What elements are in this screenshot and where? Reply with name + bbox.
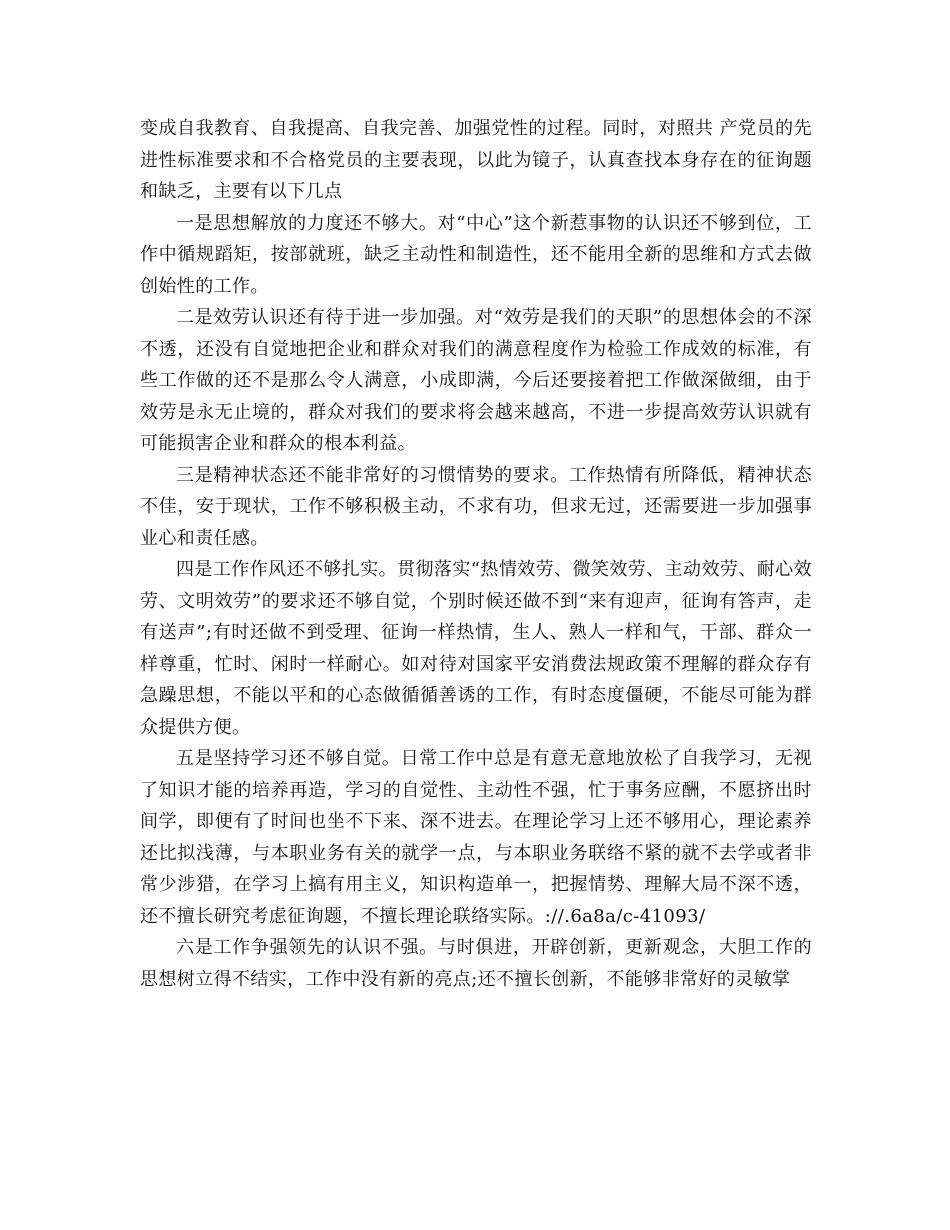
paragraph-point-6: 六是工作争强领先的认识不强。与时俱进，开辟创新，更新观念，大胆工作的思想树立得不结实，工作中没有新的亮点;还不擅长创新，不能够非常好的灵敏掌 xyxy=(140,937,812,990)
paragraph-point-4: 四是工作作风还不够扎实。贯彻落实“热情效劳、微笑效劳、主动效劳、耐心效劳、文明效劳”的要求还不够自觉，个别时候还做不到“来有迎声，征询有答声，走有送声”;有时还做不到受理、征询一样热情，生人、熟人一样和气，干部、群众一样尊重，忙时、闲时一样耐心。如对待对国家平安消费法规政策不理解的群众存有急躁思想，不能以平和的心态做循循善诱的工作，有时态度僵硬，不能尽可能为群众提供方便。 xyxy=(140,559,812,738)
paragraph-point-1: 一是思想解放的力度还不够大。对“中心”这个新惹事物的认识还不够到位，工作中循规蹈矩，按部就班，缺乏主动性和制造性，还不能用全新的思维和方式去做创始性的工作。 xyxy=(140,212,812,297)
paragraph-point-3: 三是精神状态还不能非常好的习惯情势的要求。工作热情有所降低，精神状态不佳，安于现状，工作不够积极主动，不求有功，但求无过，还需要进一步加强事业心和责任感。 xyxy=(140,464,812,549)
paragraph-point-5: 五是坚持学习还不够自觉。日常工作中总是有意无意地放松了自我学习，无视了知识才能的培养再造，学习的自觉性、主动性不强，忙于事务应酬，不愿挤出时间学，即便有了时间也坐不下来、深不进去。在理论学习上还不够用心，理论素养还比拟浅薄，与本职业务有关的就学一点，与本职业务联络不紧的就不去学或者非常少涉猎，在学习上搞有用主义，知识构造单一，把握情势、理解大局不深不透，还不擅长研究考虑征询题，不擅长理论联络实际。://.6a8a/c-41093/ xyxy=(140,748,812,927)
document-body xyxy=(140,113,812,995)
paragraph-point-2: 二是效劳认识还有待于进一步加强。对“效劳是我们的天职”的思想体会的不深不透，还没有自觉地把企业和群众对我们的满意程度作为检验工作成效的标准，有些工作做的还不是那么令人满意，小成即满，今后还要接着把工作做深做细，由于效劳是永无止境的，群众对我们的要求将会越来越高，不进一步提高效劳认识就有可能损害企业和群众的根本利益。 xyxy=(140,307,812,454)
paragraph-intro: 变成自我教育、自我提高、自我完善、加强党性的过程。同时，对照共 产党员的先进性标准要求和不合格党员的主要表现，以此为镜子，认真查找本身存在的征询题和缺乏，主要有以下几点 xyxy=(140,118,812,202)
